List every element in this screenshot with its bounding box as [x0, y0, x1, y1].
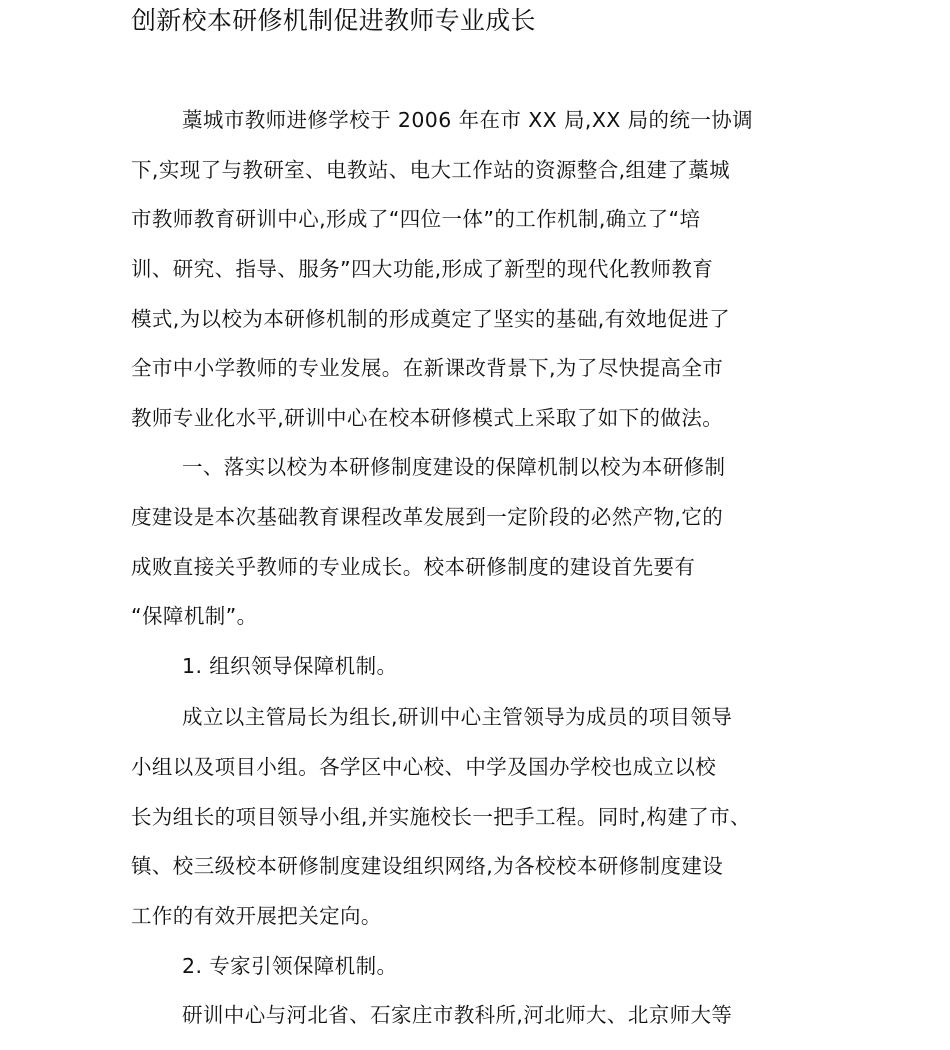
paragraph-line: 度建设是本次基础教育课程改革发展到一定阶段的必然产物,它的: [131, 505, 724, 529]
paragraph-line: 长为组长的项目领导小组,并实施校长一把手工程。同时,构建了市、: [131, 805, 751, 829]
subheading-line: 1. 组织领导保障机制。: [182, 654, 398, 678]
subheading-line: 2. 专家引领保障机制。: [182, 954, 398, 978]
paragraph-line: 训、研究、指导、服务”四大功能,形成了新型的现代化教师教育: [131, 257, 714, 281]
paragraph-line: 成立以主管局长为组长,研训中心主管领导为成员的项目领导: [182, 705, 733, 729]
paragraph-line: 市教师教育研训中心,形成了“四位一体”的工作机制,确立了“培: [131, 207, 701, 231]
paragraph-line: 镇、校三级校本研修制度建设组织网络,为各校校本研修制度建设: [131, 854, 724, 878]
paragraph-line: 教师专业化水平,研训中心在校本研修模式上采取了如下的做法。: [131, 406, 724, 430]
paragraph-line: 研训中心与河北省、石家庄市教科所,河北师大、北京师大等: [182, 1003, 733, 1027]
paragraph-line: 全市中小学教师的专业发展。在新课改背景下,为了尽快提高全市: [131, 356, 724, 380]
paragraph-line: “保障机制”。: [131, 604, 258, 628]
document-title: 创新校本研修机制促进教师专业成长: [131, 6, 536, 35]
paragraph-line: 小组以及项目小组。各学区中心校、中学及国办学校也成立以校: [131, 755, 717, 779]
paragraph-line: 模式,为以校为本研修机制的形成奠定了坚实的基础,有效地促进了: [131, 307, 731, 331]
section-heading-line: 一、落实以校为本研修制度建设的保障机制以校为本研修制: [182, 455, 726, 479]
paragraph-line: 工作的有效开展把关定向。: [131, 904, 382, 928]
paragraph-line: 成败直接关乎教师的专业成长。校本研修制度的建设首先要有: [131, 555, 696, 579]
paragraph-line: 藁城市教师进修学校于 2006 年在市 XX 局,XX 局的统一协调: [182, 108, 754, 132]
paragraph-line: 下,实现了与教研室、电教站、电大工作站的资源整合,组建了藁城: [131, 158, 731, 182]
